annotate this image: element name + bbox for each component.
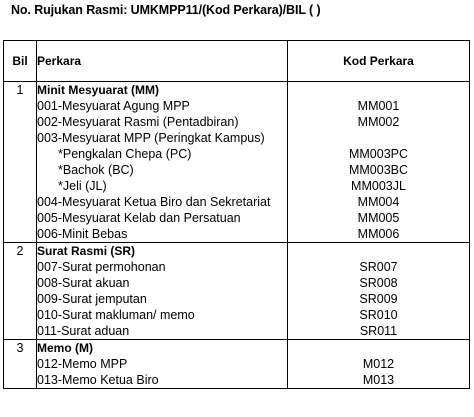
item-code: M012: [362, 357, 395, 371]
item-label: 002-Mesyuarat Rasmi (Pentadbiran): [37, 115, 239, 129]
kod-spacer: [288, 340, 469, 356]
row-number: 3: [4, 340, 37, 389]
category-title: Surat Rasmi (SR): [37, 244, 136, 258]
item-code: MM005: [357, 211, 400, 225]
perkara-cell: [37, 82, 288, 243]
kod-perkara-cell: [288, 82, 470, 243]
item-code: M013: [362, 373, 395, 387]
item-label: 011-Surat aduan: [37, 324, 130, 338]
sub-item-label: *Jeli (JL): [58, 179, 107, 193]
table-header-row: [4, 41, 470, 82]
reference-number-line: No. Rujukan Rasmi: UMKMPP11/(Kod Perkara)/BIL ( ): [11, 3, 321, 17]
item-code: SR010: [359, 308, 398, 322]
item-code: [288, 130, 469, 146]
item-code: MM003BC: [348, 163, 409, 177]
item-label: 006-Minit Bebas: [37, 227, 128, 241]
kod-spacer: [288, 82, 469, 98]
item-code: MM004: [357, 195, 400, 209]
item-label: 004-Mesyuarat Ketua Biro dan Sekretariat: [37, 195, 271, 209]
kod-perkara-cell: [288, 243, 470, 340]
item-code: MM001: [357, 99, 400, 113]
item-label: 013-Memo Ketua Biro: [37, 373, 159, 387]
kod-perkara-cell: [288, 340, 470, 389]
item-label: 010-Surat makluman/ memo: [37, 308, 195, 322]
table-row: [4, 340, 470, 389]
category-title: Minit Mesyuarat (MM): [37, 83, 160, 97]
table-body: [4, 82, 470, 389]
item-code: MM003JL: [351, 179, 406, 193]
item-label: 003-Mesyuarat MPP (Peringkat Kampus): [37, 131, 265, 145]
item-code: SR008: [359, 276, 398, 290]
sub-item-label: *Pengkalan Chepa (PC): [58, 147, 192, 161]
table-row: [4, 82, 470, 243]
item-code: SR011: [359, 324, 398, 338]
item-code: SR007: [359, 260, 398, 274]
subject-code-table: [3, 40, 470, 389]
item-label: 008-Surat akuan: [37, 276, 130, 290]
column-header-bil: Bil: [4, 41, 37, 82]
row-number: 2: [4, 243, 37, 340]
perkara-cell: [37, 340, 288, 389]
item-label: 001-Mesyuarat Agung MPP: [37, 99, 190, 113]
category-title: Memo (M): [37, 341, 93, 355]
column-header-perkara: Perkara: [37, 41, 288, 82]
kod-spacer: [288, 243, 469, 259]
item-code: MM006: [357, 227, 400, 241]
item-code: MM002: [357, 115, 400, 129]
item-code: MM003PC: [348, 147, 409, 161]
item-label: 007-Surat permohonan: [37, 260, 166, 274]
table-row: [4, 243, 470, 340]
sub-item-label: *Bachok (BC): [58, 163, 134, 177]
item-label: 009-Surat jemputan: [37, 292, 147, 306]
row-number: 1: [4, 82, 37, 243]
perkara-cell: [37, 243, 288, 340]
item-label: 012-Memo MPP: [37, 357, 128, 371]
item-label: 005-Mesyuarat Kelab dan Persatuan: [37, 211, 241, 225]
column-header-kod-perkara: Kod Perkara: [288, 41, 470, 82]
item-code: SR009: [359, 292, 398, 306]
